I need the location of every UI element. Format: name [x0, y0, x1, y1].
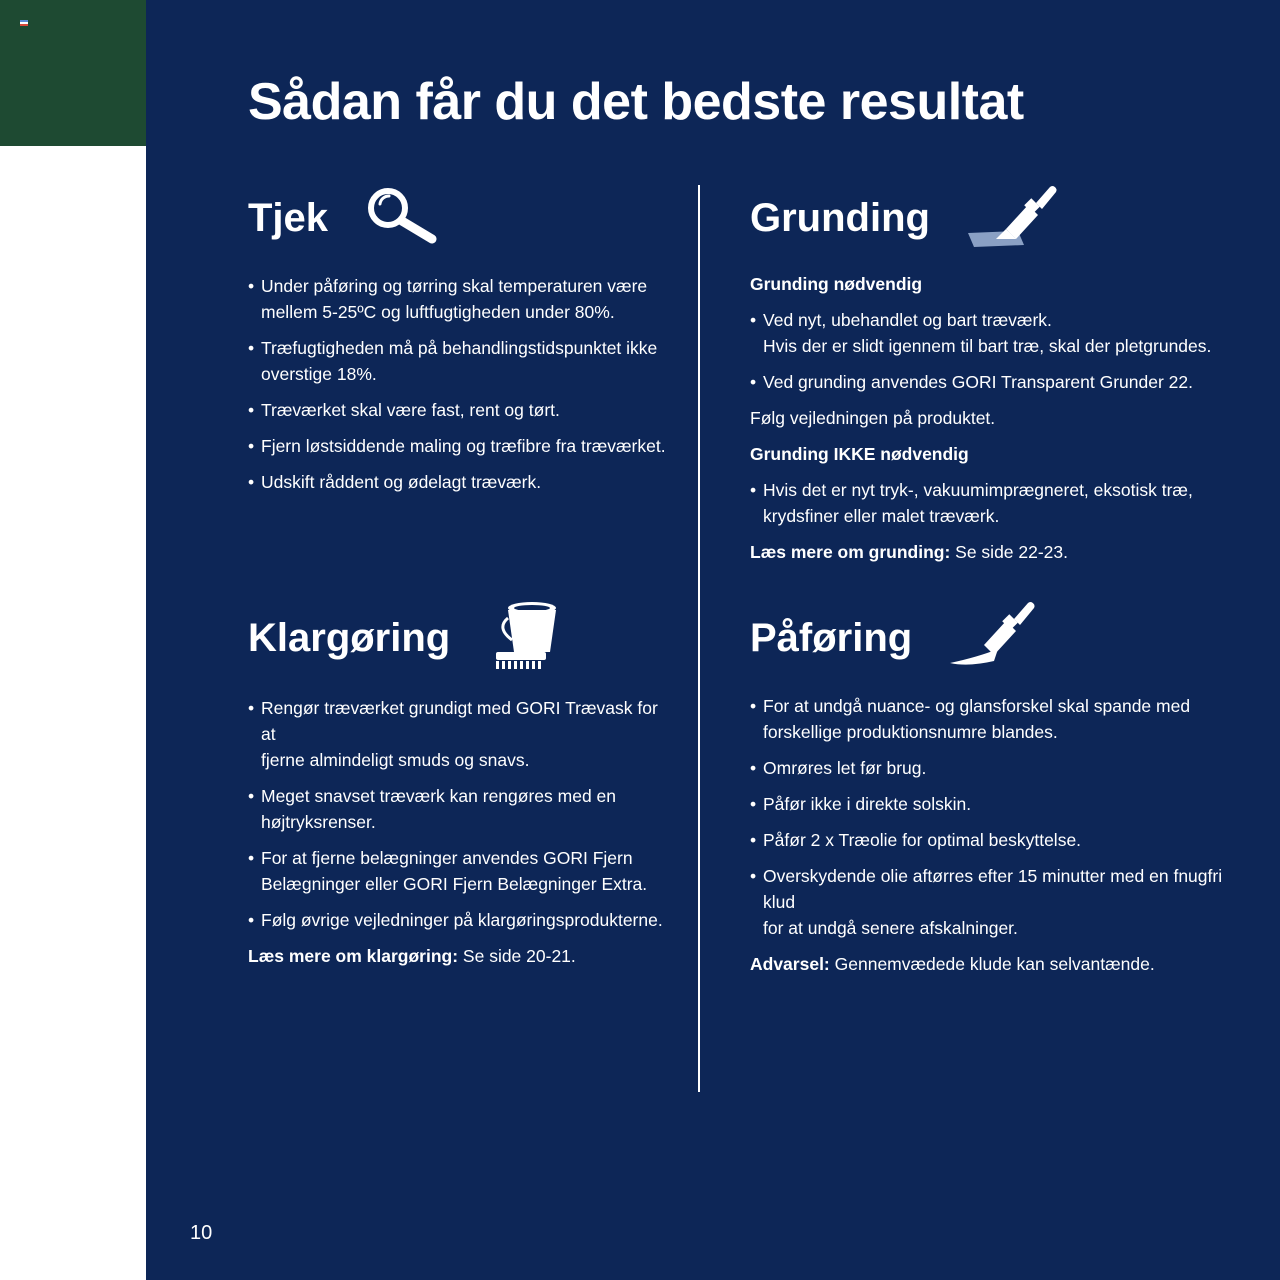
section-grunding: [750, 183, 1230, 575]
section-klargoring: [248, 598, 668, 979]
page-number: 10: [190, 1222, 213, 1244]
read-more-grunding: Læs mere om grunding: Se side 22-23.: [750, 542, 1069, 562]
list-item: • Træfugtigheden må på behandlingstidspunktet ikke overstige 18%.: [248, 335, 668, 387]
list-item: • Meget snavset træværk kan rengøres med en højtryksrenser.: [248, 783, 668, 835]
list-item: • Overskydende olie aftørres efter 15 minutter med en fnugfri klud for at undgå senere afskalninger.: [750, 863, 1230, 941]
list-item: • Fjern løstsiddende maling og træfibre fra træværket.: [248, 433, 668, 459]
paint-brush-icon: [948, 601, 1040, 676]
list-item: • For at undgå nuance- og glansforskel skal spande med forskellige produktionsnumre blandes.: [750, 693, 1230, 745]
section-heading-klargoring: Klargøring: [248, 615, 451, 660]
list-item: • Ved nyt, ubehandlet og bart træværk. Hvis der er slidt igennem til bart træ, skal der pletgrundes.: [750, 307, 1230, 359]
green-corner-tab: [0, 0, 165, 146]
list-item: • Påfør 2 x Træolie for optimal beskyttelse.: [750, 827, 1230, 853]
list-item: • Ved grunding anvendes GORI Transparent Grunder 22.: [750, 369, 1230, 395]
bucket-brush-icon: [492, 600, 558, 677]
subheading-grunding-not-needed: Grunding IKKE nødvendig: [750, 444, 969, 464]
section-heading-tjek: Tjek: [248, 195, 329, 240]
read-more-klargoring: Læs mere om klargøring: Se side 20-21.: [248, 946, 576, 966]
list-item: • Hvis det er nyt tryk-, vakuumimprægneret, eksotisk træ, krydsfiner eller malet træværk.: [750, 477, 1230, 529]
list-item: • Træværket skal være fast, rent og tørt.: [248, 397, 668, 423]
warning-text: Advarsel: Gennemvædede klude kan selvantænde.: [750, 954, 1155, 974]
list-item: • Rengør træværket grundigt med GORI Trævask for at fjerne almindeligt smuds og snavs.: [248, 695, 668, 773]
list-item: • Udskift råddent og ødelagt træværk.: [248, 469, 668, 495]
note-text: Følg vejledningen på produktet.: [750, 408, 996, 428]
brush-icon: [966, 181, 1058, 256]
flag-mark: [20, 20, 28, 26]
section-paforing: [750, 598, 1230, 987]
page-title: Sådan får du det bedste resultat: [248, 73, 1024, 131]
list-item: • For at fjerne belægninger anvendes GORI Fjern Belægninger eller GORI Fjern Belægninger Extra.: [248, 845, 668, 897]
column-divider: [698, 185, 700, 1092]
section-heading-paforing: Påføring: [750, 615, 913, 660]
magnifier-icon: [366, 186, 438, 251]
list-item: • Følg øvrige vejledninger på klargøringsprodukterne.: [248, 907, 668, 933]
section-heading-grunding: Grunding: [750, 195, 930, 240]
list-item: • Påfør ikke i direkte solskin.: [750, 791, 1230, 817]
subheading-grunding-needed: Grunding nødvendig: [750, 274, 923, 294]
section-tjek: [248, 183, 668, 505]
list-item: • Omrøres let før brug.: [750, 755, 1230, 781]
list-item: • Under påføring og tørring skal temperaturen være mellem 5-25ºC og luftfugtigheden under 80%.: [248, 273, 668, 325]
